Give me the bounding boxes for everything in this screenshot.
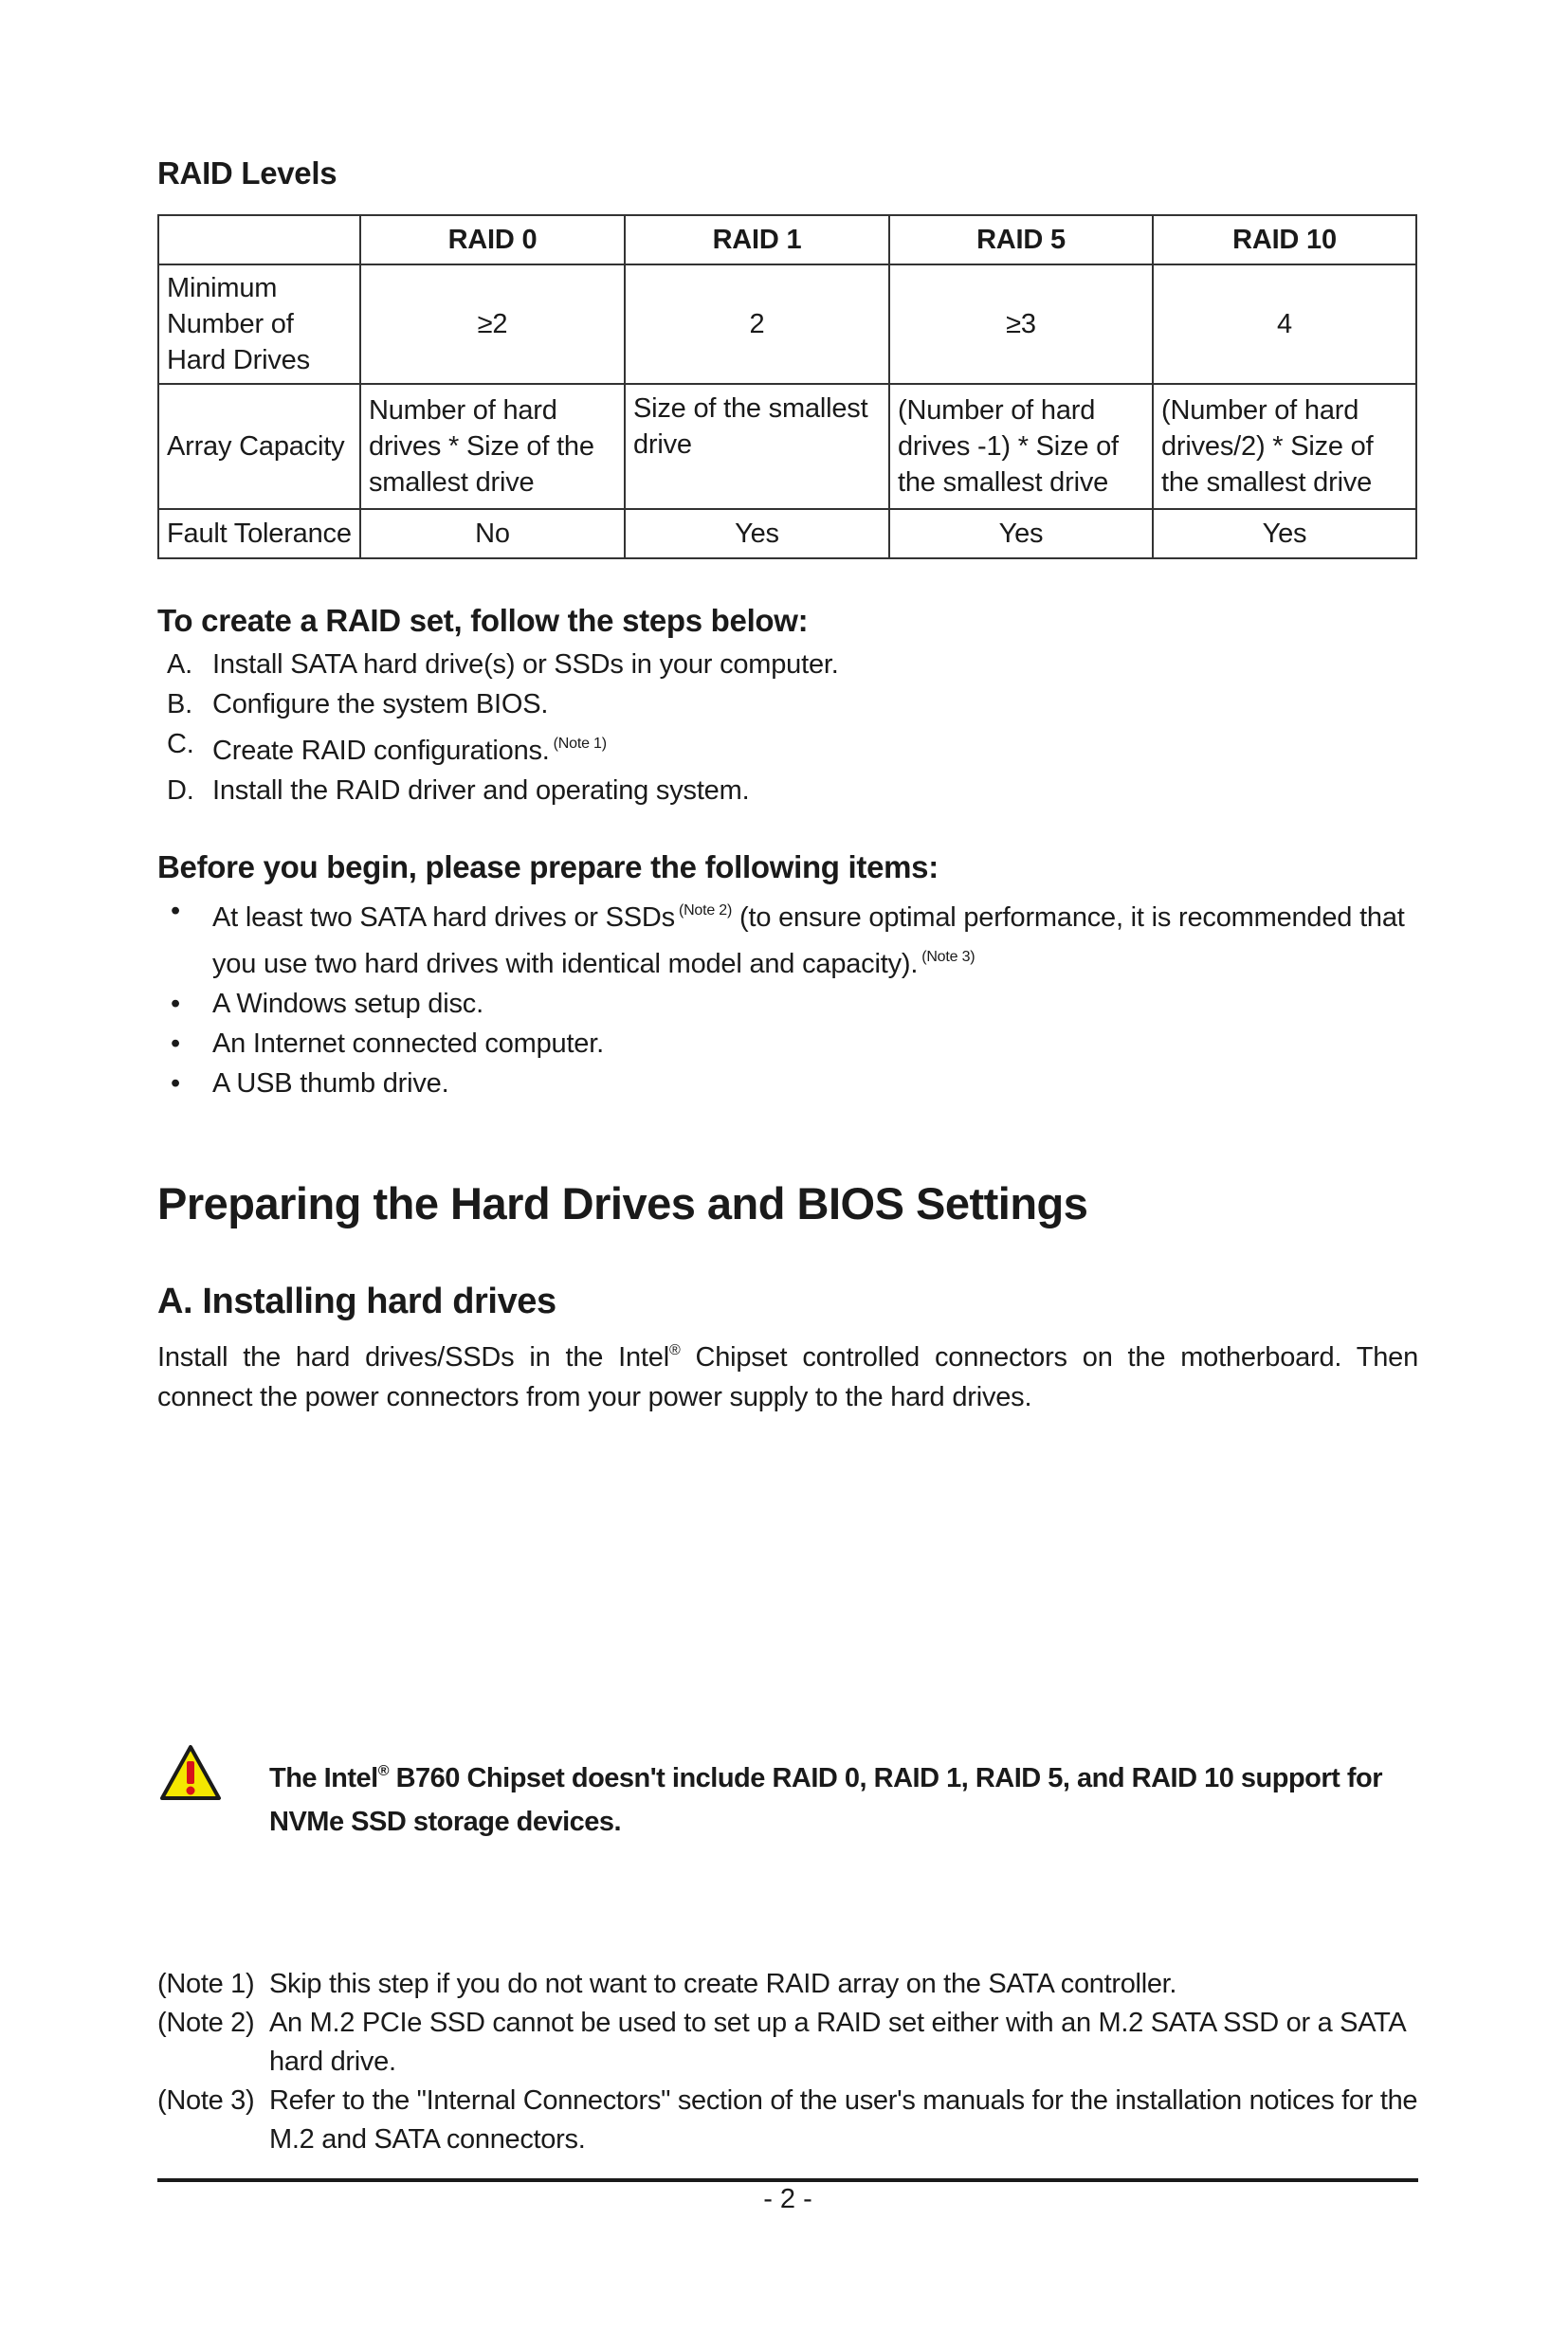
table-row [158, 509, 1416, 558]
note-ref: (Note 2) [678, 902, 733, 919]
table-cell: 2 [625, 264, 889, 384]
raid-levels-title: RAID Levels [157, 155, 337, 191]
note-item: (Note 3) Refer to the "Internal Connectors" section of the user's manuals for the installation notices for the M.2 and SATA connectors. [157, 2085, 1418, 2155]
table-header-cell: RAID 10 [1153, 215, 1416, 264]
table-header-cell: RAID 0 [360, 215, 625, 264]
table-cell: Yes [889, 509, 1153, 558]
warning-text: The Intel® B760 Chipset doesn't include RAID 0, RAID 1, RAID 5, and RAID 10 support for NVMe SSD storage devices. [269, 1763, 1383, 1837]
table-cell: Yes [1153, 509, 1416, 558]
table-cell: 4 [1153, 264, 1416, 384]
row-label: Array Capacity [158, 384, 360, 509]
table-header-cell: RAID 1 [625, 215, 889, 264]
main-heading: Preparing the Hard Drives and BIOS Settings [157, 1178, 1088, 1228]
table-cell: Number of hard drives * Size of the smallest drive [360, 384, 625, 509]
table-header-cell [158, 215, 360, 264]
page-number: - 2 - [763, 2184, 812, 2214]
table-row [158, 384, 1416, 509]
note-item: (Note 2) An M.2 PCIe SSD cannot be used to set up a RAID set either with an M.2 SATA SSD or a SATA hard drive. [157, 2008, 1405, 2077]
note-item: (Note 1) Skip this step if you do not want to create RAID array on the SATA controller. [157, 1969, 1177, 1999]
table-cell: (Number of hard drives -1) * Size of the smallest drive [889, 384, 1153, 509]
list-item: B. Configure the system BIOS. [167, 689, 549, 719]
list-item: A. Install SATA hard drive(s) or SSDs in your computer. [167, 649, 839, 680]
table-cell: No [360, 509, 625, 558]
list-item: D. Install the RAID driver and operating system. [167, 775, 750, 806]
steps-title: To create a RAID set, follow the steps below: [157, 603, 809, 638]
raid-levels-table [157, 214, 1417, 559]
install-text: Install the hard drives/SSDs in the Intel® Chipset controlled connectors on the motherboard. Then connect the power connectors from your power supply to the hard drives. [157, 1342, 1418, 1412]
list-item: • At least two SATA hard drives or SSDs $^{(Note 2)}$ (to ensure optimal performance, it is recommended that you use two hard drives with identical model and capacity). $^{(Note 3)}$ [171, 896, 1405, 979]
steps-list [157, 645, 1418, 810]
table-header-row [158, 215, 1416, 264]
list-item: C. Create RAID configurations. $^{(Note 1)}$ [167, 729, 607, 766]
list-item: • An Internet connected computer. [171, 1028, 604, 1059]
table-cell: (Number of hard drives/2) * Size of the smallest drive [1153, 384, 1416, 509]
footer-divider [157, 2178, 1418, 2182]
table-cell: Yes [625, 509, 889, 558]
table-row [158, 264, 1416, 384]
notes-section [157, 1965, 1418, 2159]
list-item: • A Windows setup disc. [171, 989, 483, 1019]
prepare-title: Before you begin, please prepare the following items: [157, 849, 939, 884]
table-cell: ≥3 [889, 264, 1153, 384]
table-cell: ≥2 [360, 264, 625, 384]
table-cell: Size of the smallest drive [625, 384, 889, 509]
list-item: • A USB thumb drive. [171, 1068, 449, 1099]
note-ref: (Note 1) [553, 736, 607, 752]
row-label: Minimum Number of Hard Drives [158, 264, 360, 384]
row-label: Fault Tolerance [158, 509, 360, 558]
note-ref: (Note 3) [921, 949, 975, 965]
table-header-cell: RAID 5 [889, 215, 1153, 264]
install-title: A. Installing hard drives [157, 1282, 556, 1321]
warning-triangle-icon [159, 1744, 222, 1801]
prepare-list [157, 891, 1418, 1103]
